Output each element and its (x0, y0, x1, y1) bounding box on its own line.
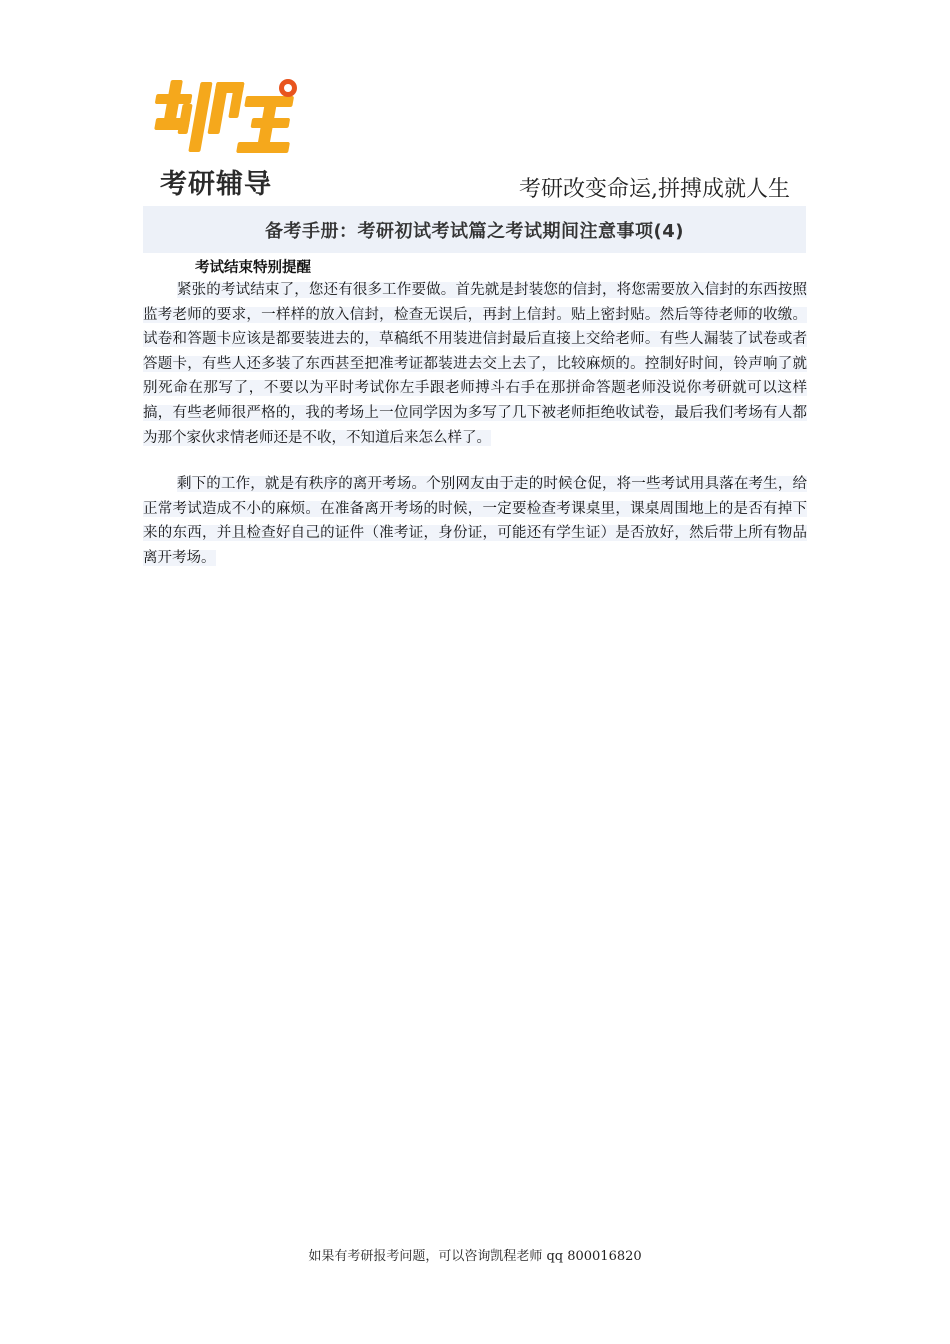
section-subheading: 考试结束特别提醒 (195, 260, 311, 276)
paragraph (143, 278, 807, 450)
paragraph-text: 紧张的考试结束了，您还有很多工作要做。首先就是封装您的信封，将您需要放入信封的东西按照监考老师的要求，一样样的放入信封，检查无误后，再封上信封。贴上密封贴。然后等待老师的收缴。试卷和答题卡应该是都要装进去的，草稿纸不用装进信封最后直接上交给老师。有些人漏装了试卷或者答题卡，有些人还多装了东西甚至把准考证都装进去交上去了，比较麻烦的。控制好时间，铃声响了就别死命在那写了，不要以为平时考试你左手跟老师搏斗右手在那拼命答题老师没说你考研就可以这样搞，有些老师很严格的，我的考场上一位同学因为多写了几下被老师拒绝收试卷，最后我们考场有人都为那个家伙求情老师还是不收，不知道后来怎么样了。 (143, 282, 807, 446)
article-body (143, 258, 807, 571)
page-title: 备考手册：考研初试考试篇之考试期间注意事项(4) (265, 220, 684, 242)
page-footer: 如果有考研报考问题，可以咨询凯程老师 qq 800016820 (308, 1249, 642, 1264)
title-bar (143, 206, 806, 253)
logo-subtitle: 考研辅导 (160, 169, 272, 200)
paragraph-text: 剩下的工作，就是有秩序的离开考场。个别网友由于走的时候仓促，将一些考试用具落在考生，给正常考试造成不小的麻烦。在准备离开考场的时候，一定要检查考课桌里，课桌周围地上的是否有掉下来的东西，并且检查好自己的证件（准考证，身份证，可能还有学生证）是否放好，然后带上所有物品离开考场。 (143, 476, 807, 566)
paragraph (143, 472, 807, 570)
header-slogan: 考研改变命运,拼搏成就人生 (519, 177, 790, 202)
kaicheng-logo (150, 74, 310, 200)
logo-mark-icon (150, 74, 310, 164)
